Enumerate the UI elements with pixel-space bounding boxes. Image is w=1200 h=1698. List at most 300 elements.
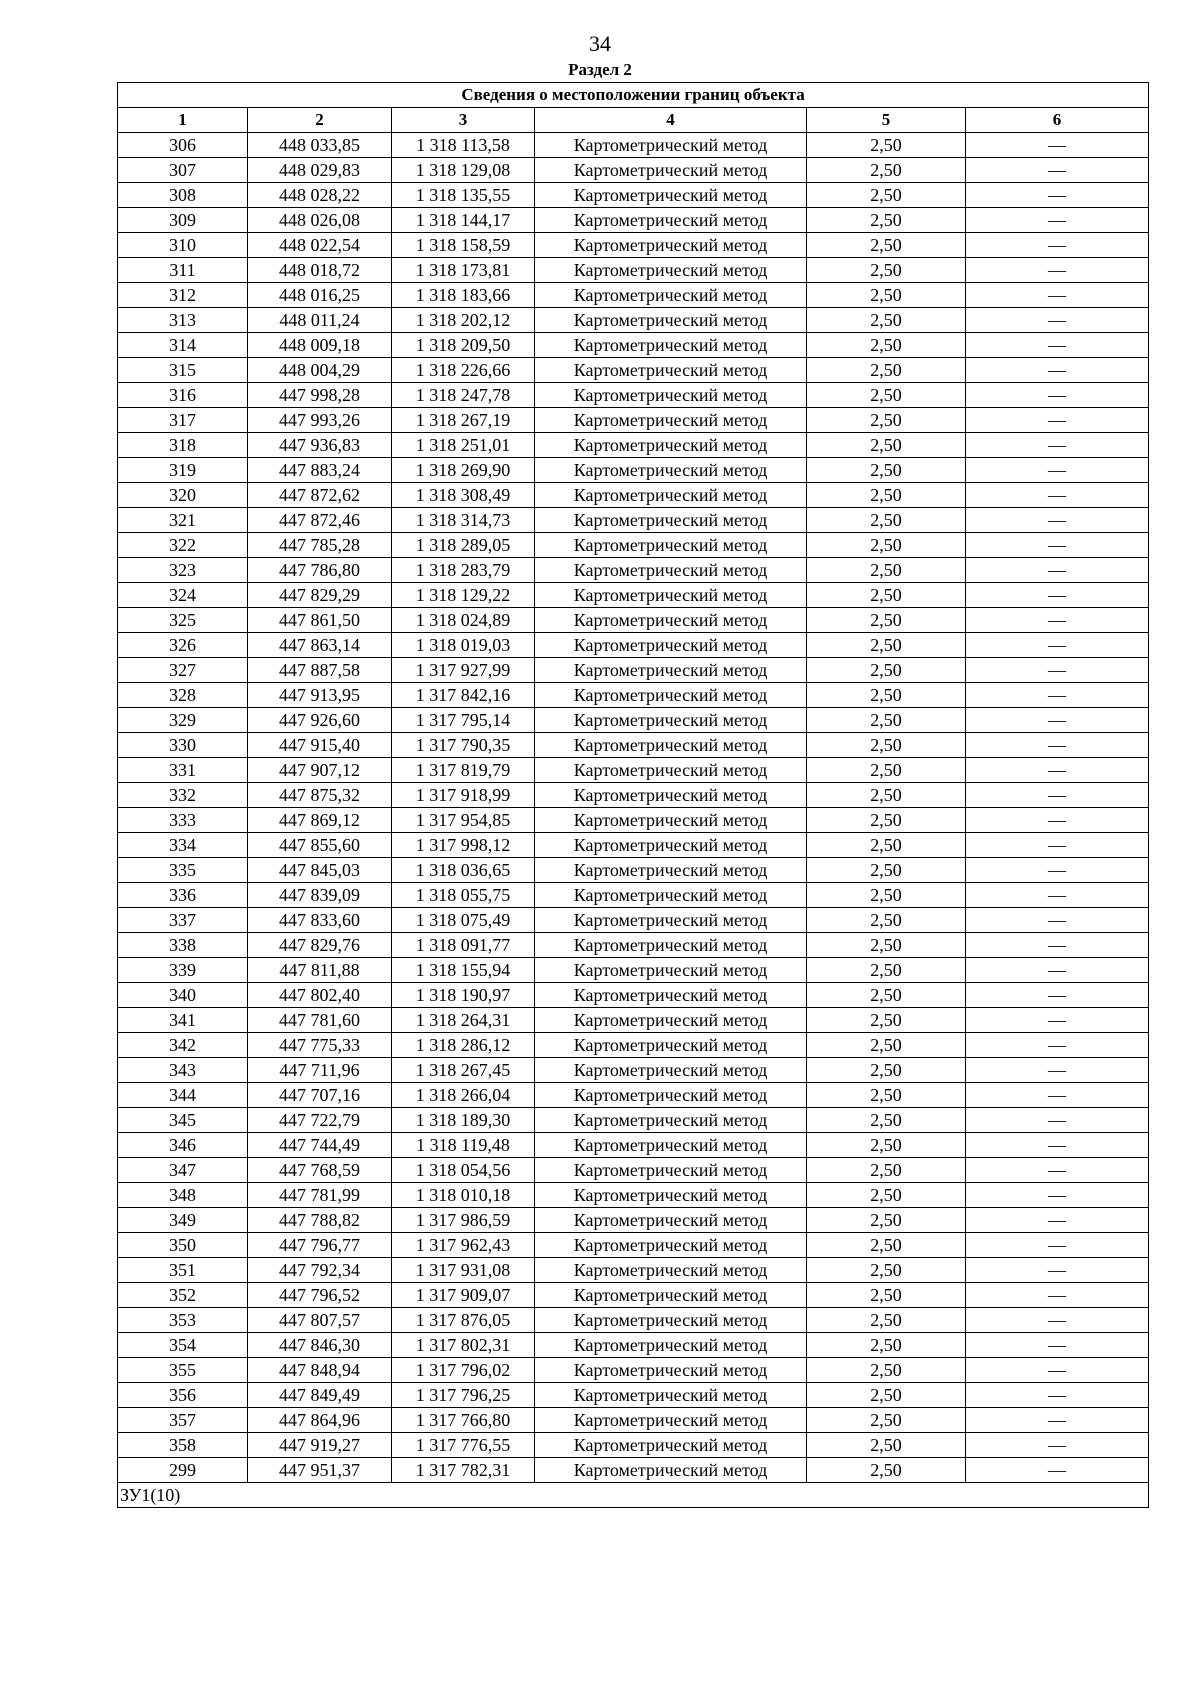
- y-coordinate-cell: 1 317 796,25: [392, 1383, 535, 1408]
- precision-cell: 2,50: [807, 1358, 966, 1383]
- table-row: [118, 1033, 1149, 1058]
- point-number-cell: 326: [118, 633, 248, 658]
- point-number-cell: 310: [118, 233, 248, 258]
- description-cell: —: [966, 1408, 1149, 1433]
- x-coordinate-cell: 447 872,46: [248, 508, 392, 533]
- method-cell: Картометрический метод: [535, 258, 807, 283]
- precision-cell: 2,50: [807, 883, 966, 908]
- description-cell: —: [966, 1458, 1149, 1483]
- method-cell: Картометрический метод: [535, 1383, 807, 1408]
- point-number-cell: 314: [118, 333, 248, 358]
- x-coordinate-cell: 448 026,08: [248, 208, 392, 233]
- method-cell: Картометрический метод: [535, 233, 807, 258]
- precision-cell: 2,50: [807, 1433, 966, 1458]
- y-coordinate-cell: 1 318 267,45: [392, 1058, 535, 1083]
- y-coordinate-cell: 1 318 267,19: [392, 408, 535, 433]
- point-number-cell: 328: [118, 683, 248, 708]
- y-coordinate-cell: 1 318 190,97: [392, 983, 535, 1008]
- description-cell: —: [966, 1033, 1149, 1058]
- description-cell: —: [966, 633, 1149, 658]
- description-cell: —: [966, 833, 1149, 858]
- table-row: [118, 1083, 1149, 1108]
- precision-cell: 2,50: [807, 683, 966, 708]
- description-cell: —: [966, 1108, 1149, 1133]
- table-caption: Сведения о местоположении границ объекта: [118, 83, 1149, 108]
- method-cell: Картометрический метод: [535, 1108, 807, 1133]
- table-row: [118, 608, 1149, 633]
- table-row: [118, 1233, 1149, 1258]
- y-coordinate-cell: 1 317 776,55: [392, 1433, 535, 1458]
- y-coordinate-cell: 1 318 264,31: [392, 1008, 535, 1033]
- table-row: [118, 808, 1149, 833]
- table-row: [118, 1383, 1149, 1408]
- description-cell: —: [966, 1008, 1149, 1033]
- description-cell: —: [966, 483, 1149, 508]
- precision-cell: 2,50: [807, 333, 966, 358]
- point-number-cell: 336: [118, 883, 248, 908]
- description-cell: —: [966, 858, 1149, 883]
- y-coordinate-cell: 1 318 010,18: [392, 1183, 535, 1208]
- table-row: [118, 833, 1149, 858]
- method-cell: Картометрический метод: [535, 433, 807, 458]
- precision-cell: 2,50: [807, 1458, 966, 1483]
- x-coordinate-cell: 447 936,83: [248, 433, 392, 458]
- precision-cell: 2,50: [807, 1208, 966, 1233]
- table-row: [118, 958, 1149, 983]
- table-row: [118, 733, 1149, 758]
- table-row: [118, 183, 1149, 208]
- x-coordinate-cell: 447 864,96: [248, 1408, 392, 1433]
- method-cell: Картометрический метод: [535, 1258, 807, 1283]
- precision-cell: 2,50: [807, 158, 966, 183]
- land-plot-label: ЗУ1(10): [118, 1483, 1149, 1508]
- precision-cell: 2,50: [807, 133, 966, 158]
- y-coordinate-cell: 1 318 183,66: [392, 283, 535, 308]
- y-coordinate-cell: 1 318 135,55: [392, 183, 535, 208]
- point-number-cell: 313: [118, 308, 248, 333]
- description-cell: —: [966, 183, 1149, 208]
- precision-cell: 2,50: [807, 783, 966, 808]
- y-coordinate-cell: 1 318 173,81: [392, 258, 535, 283]
- y-coordinate-cell: 1 318 036,65: [392, 858, 535, 883]
- method-cell: Картометрический метод: [535, 458, 807, 483]
- method-cell: Картометрический метод: [535, 1408, 807, 1433]
- method-cell: Картометрический метод: [535, 633, 807, 658]
- description-cell: —: [966, 808, 1149, 833]
- method-cell: Картометрический метод: [535, 1158, 807, 1183]
- point-number-cell: 321: [118, 508, 248, 533]
- method-cell: Картометрический метод: [535, 408, 807, 433]
- table-row: [118, 783, 1149, 808]
- column-header-2: 2: [248, 108, 392, 133]
- method-cell: Картометрический метод: [535, 783, 807, 808]
- point-number-cell: 307: [118, 158, 248, 183]
- table-row: [118, 208, 1149, 233]
- table-row: [118, 633, 1149, 658]
- y-coordinate-cell: 1 318 155,94: [392, 958, 535, 983]
- point-number-cell: 356: [118, 1383, 248, 1408]
- description-cell: —: [966, 733, 1149, 758]
- x-coordinate-cell: 447 788,82: [248, 1208, 392, 1233]
- table-row: [118, 1333, 1149, 1358]
- x-coordinate-cell: 447 875,32: [248, 783, 392, 808]
- method-cell: Картометрический метод: [535, 1133, 807, 1158]
- description-cell: —: [966, 1058, 1149, 1083]
- method-cell: Картометрический метод: [535, 1358, 807, 1383]
- column-header-1: 1: [118, 108, 248, 133]
- description-cell: —: [966, 583, 1149, 608]
- point-number-cell: 312: [118, 283, 248, 308]
- precision-cell: 2,50: [807, 1008, 966, 1033]
- y-coordinate-cell: 1 317 842,16: [392, 683, 535, 708]
- method-cell: Картометрический метод: [535, 908, 807, 933]
- table-row: [118, 658, 1149, 683]
- table-row: [118, 533, 1149, 558]
- point-number-cell: 316: [118, 383, 248, 408]
- x-coordinate-cell: 447 919,27: [248, 1433, 392, 1458]
- point-number-cell: 353: [118, 1308, 248, 1333]
- method-cell: Картометрический метод: [535, 883, 807, 908]
- table-row: [118, 1008, 1149, 1033]
- precision-cell: 2,50: [807, 983, 966, 1008]
- point-number-cell: 332: [118, 783, 248, 808]
- boundary-coordinates-table: [117, 82, 1149, 1508]
- table-footer-row: [118, 1483, 1149, 1508]
- page-number: 34: [589, 31, 611, 56]
- point-number-cell: 324: [118, 583, 248, 608]
- table-row: [118, 258, 1149, 283]
- description-cell: —: [966, 933, 1149, 958]
- method-cell: Картометрический метод: [535, 1183, 807, 1208]
- point-number-cell: 347: [118, 1158, 248, 1183]
- x-coordinate-cell: 447 829,76: [248, 933, 392, 958]
- x-coordinate-cell: 447 796,52: [248, 1283, 392, 1308]
- y-coordinate-cell: 1 317 795,14: [392, 708, 535, 733]
- table-row: [118, 1133, 1149, 1158]
- point-number-cell: 341: [118, 1008, 248, 1033]
- y-coordinate-cell: 1 318 308,49: [392, 483, 535, 508]
- y-coordinate-cell: 1 317 918,99: [392, 783, 535, 808]
- x-coordinate-cell: 447 861,50: [248, 608, 392, 633]
- table-row: [118, 1158, 1149, 1183]
- y-coordinate-cell: 1 317 802,31: [392, 1333, 535, 1358]
- method-cell: Картометрический метод: [535, 1233, 807, 1258]
- y-coordinate-cell: 1 318 247,78: [392, 383, 535, 408]
- precision-cell: 2,50: [807, 733, 966, 758]
- description-cell: —: [966, 433, 1149, 458]
- description-cell: —: [966, 208, 1149, 233]
- method-cell: Картометрический метод: [535, 833, 807, 858]
- x-coordinate-cell: 447 722,79: [248, 1108, 392, 1133]
- method-cell: Картометрический метод: [535, 708, 807, 733]
- method-cell: Картометрический метод: [535, 283, 807, 308]
- description-cell: —: [966, 1433, 1149, 1458]
- table-row: [118, 283, 1149, 308]
- precision-cell: 2,50: [807, 208, 966, 233]
- precision-cell: 2,50: [807, 458, 966, 483]
- y-coordinate-cell: 1 317 986,59: [392, 1208, 535, 1233]
- x-coordinate-cell: 448 016,25: [248, 283, 392, 308]
- column-header-5: 5: [807, 108, 966, 133]
- table-header-row: [118, 108, 1149, 133]
- description-cell: —: [966, 908, 1149, 933]
- table-row: [118, 708, 1149, 733]
- description-cell: —: [966, 683, 1149, 708]
- point-number-cell: 315: [118, 358, 248, 383]
- point-number-cell: 339: [118, 958, 248, 983]
- point-number-cell: 349: [118, 1208, 248, 1233]
- description-cell: —: [966, 458, 1149, 483]
- table-row: [118, 1308, 1149, 1333]
- x-coordinate-cell: 447 846,30: [248, 1333, 392, 1358]
- y-coordinate-cell: 1 318 119,48: [392, 1133, 535, 1158]
- precision-cell: 2,50: [807, 658, 966, 683]
- method-cell: Картометрический метод: [535, 483, 807, 508]
- x-coordinate-cell: 447 839,09: [248, 883, 392, 908]
- description-cell: —: [966, 333, 1149, 358]
- y-coordinate-cell: 1 318 226,66: [392, 358, 535, 383]
- x-coordinate-cell: 448 033,85: [248, 133, 392, 158]
- precision-cell: 2,50: [807, 1233, 966, 1258]
- description-cell: —: [966, 958, 1149, 983]
- y-coordinate-cell: 1 318 091,77: [392, 933, 535, 958]
- description-cell: —: [966, 158, 1149, 183]
- method-cell: Картометрический метод: [535, 1433, 807, 1458]
- x-coordinate-cell: 447 998,28: [248, 383, 392, 408]
- precision-cell: 2,50: [807, 1333, 966, 1358]
- description-cell: —: [966, 1233, 1149, 1258]
- point-number-cell: 346: [118, 1133, 248, 1158]
- y-coordinate-cell: 1 317 790,35: [392, 733, 535, 758]
- y-coordinate-cell: 1 318 283,79: [392, 558, 535, 583]
- table-row: [118, 433, 1149, 458]
- precision-cell: 2,50: [807, 358, 966, 383]
- x-coordinate-cell: 447 781,99: [248, 1183, 392, 1208]
- column-header-6: 6: [966, 108, 1149, 133]
- x-coordinate-cell: 447 744,49: [248, 1133, 392, 1158]
- method-cell: Картометрический метод: [535, 1033, 807, 1058]
- point-number-cell: 318: [118, 433, 248, 458]
- description-cell: —: [966, 1308, 1149, 1333]
- method-cell: Картометрический метод: [535, 1308, 807, 1333]
- x-coordinate-cell: 448 028,22: [248, 183, 392, 208]
- point-number-cell: 323: [118, 558, 248, 583]
- method-cell: Картометрический метод: [535, 558, 807, 583]
- point-number-cell: 299: [118, 1458, 248, 1483]
- y-coordinate-cell: 1 317 876,05: [392, 1308, 535, 1333]
- description-cell: —: [966, 1083, 1149, 1108]
- method-cell: Картометрический метод: [535, 733, 807, 758]
- table-caption-row: [118, 83, 1149, 108]
- y-coordinate-cell: 1 318 314,73: [392, 508, 535, 533]
- table-row: [118, 858, 1149, 883]
- method-cell: Картометрический метод: [535, 1458, 807, 1483]
- column-header-3: 3: [392, 108, 535, 133]
- x-coordinate-cell: 447 807,57: [248, 1308, 392, 1333]
- point-number-cell: 329: [118, 708, 248, 733]
- precision-cell: 2,50: [807, 533, 966, 558]
- table-row: [118, 933, 1149, 958]
- description-cell: —: [966, 783, 1149, 808]
- description-cell: —: [966, 658, 1149, 683]
- table-row: [118, 583, 1149, 608]
- point-number-cell: 352: [118, 1283, 248, 1308]
- precision-cell: 2,50: [807, 1108, 966, 1133]
- y-coordinate-cell: 1 317 962,43: [392, 1233, 535, 1258]
- description-cell: —: [966, 1333, 1149, 1358]
- method-cell: Картометрический метод: [535, 533, 807, 558]
- point-number-cell: 309: [118, 208, 248, 233]
- x-coordinate-cell: 447 951,37: [248, 1458, 392, 1483]
- table-row: [118, 1433, 1149, 1458]
- precision-cell: 2,50: [807, 1283, 966, 1308]
- method-cell: Картометрический метод: [535, 1208, 807, 1233]
- point-number-cell: 354: [118, 1333, 248, 1358]
- table-body: [118, 83, 1149, 1508]
- x-coordinate-cell: 447 926,60: [248, 708, 392, 733]
- point-number-cell: 340: [118, 983, 248, 1008]
- method-cell: Картометрический метод: [535, 1058, 807, 1083]
- y-coordinate-cell: 1 318 286,12: [392, 1033, 535, 1058]
- description-cell: —: [966, 983, 1149, 1008]
- precision-cell: 2,50: [807, 408, 966, 433]
- x-coordinate-cell: 448 018,72: [248, 258, 392, 283]
- precision-cell: 2,50: [807, 183, 966, 208]
- y-coordinate-cell: 1 318 251,01: [392, 433, 535, 458]
- table-row: [118, 408, 1149, 433]
- x-coordinate-cell: 447 845,03: [248, 858, 392, 883]
- x-coordinate-cell: 448 022,54: [248, 233, 392, 258]
- description-cell: —: [966, 408, 1149, 433]
- precision-cell: 2,50: [807, 258, 966, 283]
- y-coordinate-cell: 1 317 819,79: [392, 758, 535, 783]
- table-row: [118, 758, 1149, 783]
- y-coordinate-cell: 1 318 269,90: [392, 458, 535, 483]
- x-coordinate-cell: 447 872,62: [248, 483, 392, 508]
- precision-cell: 2,50: [807, 1158, 966, 1183]
- point-number-cell: 338: [118, 933, 248, 958]
- x-coordinate-cell: 447 796,77: [248, 1233, 392, 1258]
- table-row: [118, 1408, 1149, 1433]
- point-number-cell: 357: [118, 1408, 248, 1433]
- precision-cell: 2,50: [807, 233, 966, 258]
- precision-cell: 2,50: [807, 1033, 966, 1058]
- x-coordinate-cell: 447 849,49: [248, 1383, 392, 1408]
- precision-cell: 2,50: [807, 808, 966, 833]
- y-coordinate-cell: 1 318 129,22: [392, 583, 535, 608]
- y-coordinate-cell: 1 317 931,08: [392, 1258, 535, 1283]
- table-row: [118, 133, 1149, 158]
- point-number-cell: 322: [118, 533, 248, 558]
- method-cell: Картометрический метод: [535, 333, 807, 358]
- point-number-cell: 325: [118, 608, 248, 633]
- description-cell: —: [966, 1383, 1149, 1408]
- table-row: [118, 883, 1149, 908]
- y-coordinate-cell: 1 317 998,12: [392, 833, 535, 858]
- y-coordinate-cell: 1 318 054,56: [392, 1158, 535, 1183]
- y-coordinate-cell: 1 317 927,99: [392, 658, 535, 683]
- point-number-cell: 348: [118, 1183, 248, 1208]
- method-cell: Картометрический метод: [535, 683, 807, 708]
- table-row: [118, 333, 1149, 358]
- y-coordinate-cell: 1 318 209,50: [392, 333, 535, 358]
- point-number-cell: 355: [118, 1358, 248, 1383]
- point-number-cell: 311: [118, 258, 248, 283]
- precision-cell: 2,50: [807, 1258, 966, 1283]
- x-coordinate-cell: 447 833,60: [248, 908, 392, 933]
- method-cell: Картометрический метод: [535, 658, 807, 683]
- table-row: [118, 558, 1149, 583]
- y-coordinate-cell: 1 318 158,59: [392, 233, 535, 258]
- method-cell: Картометрический метод: [535, 1008, 807, 1033]
- x-coordinate-cell: 447 711,96: [248, 1058, 392, 1083]
- x-coordinate-cell: 447 781,60: [248, 1008, 392, 1033]
- y-coordinate-cell: 1 318 202,12: [392, 308, 535, 333]
- x-coordinate-cell: 448 004,29: [248, 358, 392, 383]
- point-number-cell: 343: [118, 1058, 248, 1083]
- x-coordinate-cell: 447 707,16: [248, 1083, 392, 1108]
- description-cell: —: [966, 558, 1149, 583]
- method-cell: Картометрический метод: [535, 158, 807, 183]
- method-cell: Картометрический метод: [535, 183, 807, 208]
- y-coordinate-cell: 1 317 796,02: [392, 1358, 535, 1383]
- table-row: [118, 358, 1149, 383]
- point-number-cell: 334: [118, 833, 248, 858]
- precision-cell: 2,50: [807, 708, 966, 733]
- table-row: [118, 1108, 1149, 1133]
- x-coordinate-cell: 447 855,60: [248, 833, 392, 858]
- precision-cell: 2,50: [807, 483, 966, 508]
- table-row: [118, 383, 1149, 408]
- y-coordinate-cell: 1 317 766,80: [392, 1408, 535, 1433]
- method-cell: Картометрический метод: [535, 208, 807, 233]
- precision-cell: 2,50: [807, 958, 966, 983]
- table-row: [118, 233, 1149, 258]
- description-cell: —: [966, 258, 1149, 283]
- precision-cell: 2,50: [807, 1133, 966, 1158]
- table-row: [118, 308, 1149, 333]
- description-cell: —: [966, 508, 1149, 533]
- point-number-cell: 350: [118, 1233, 248, 1258]
- point-number-cell: 319: [118, 458, 248, 483]
- description-cell: —: [966, 1208, 1149, 1233]
- description-cell: —: [966, 1183, 1149, 1208]
- x-coordinate-cell: 448 009,18: [248, 333, 392, 358]
- description-cell: —: [966, 358, 1149, 383]
- precision-cell: 2,50: [807, 1083, 966, 1108]
- y-coordinate-cell: 1 318 289,05: [392, 533, 535, 558]
- precision-cell: 2,50: [807, 508, 966, 533]
- point-number-cell: 335: [118, 858, 248, 883]
- description-cell: —: [966, 608, 1149, 633]
- description-cell: —: [966, 1258, 1149, 1283]
- table-row: [118, 483, 1149, 508]
- table-row: [118, 1058, 1149, 1083]
- method-cell: Картометрический метод: [535, 983, 807, 1008]
- method-cell: Картометрический метод: [535, 958, 807, 983]
- method-cell: Картометрический метод: [535, 508, 807, 533]
- point-number-cell: 306: [118, 133, 248, 158]
- table-row: [118, 1283, 1149, 1308]
- x-coordinate-cell: 447 915,40: [248, 733, 392, 758]
- point-number-cell: 333: [118, 808, 248, 833]
- method-cell: Картометрический метод: [535, 858, 807, 883]
- x-coordinate-cell: 447 786,80: [248, 558, 392, 583]
- y-coordinate-cell: 1 318 144,17: [392, 208, 535, 233]
- precision-cell: 2,50: [807, 308, 966, 333]
- table-row: [118, 1458, 1149, 1483]
- precision-cell: 2,50: [807, 933, 966, 958]
